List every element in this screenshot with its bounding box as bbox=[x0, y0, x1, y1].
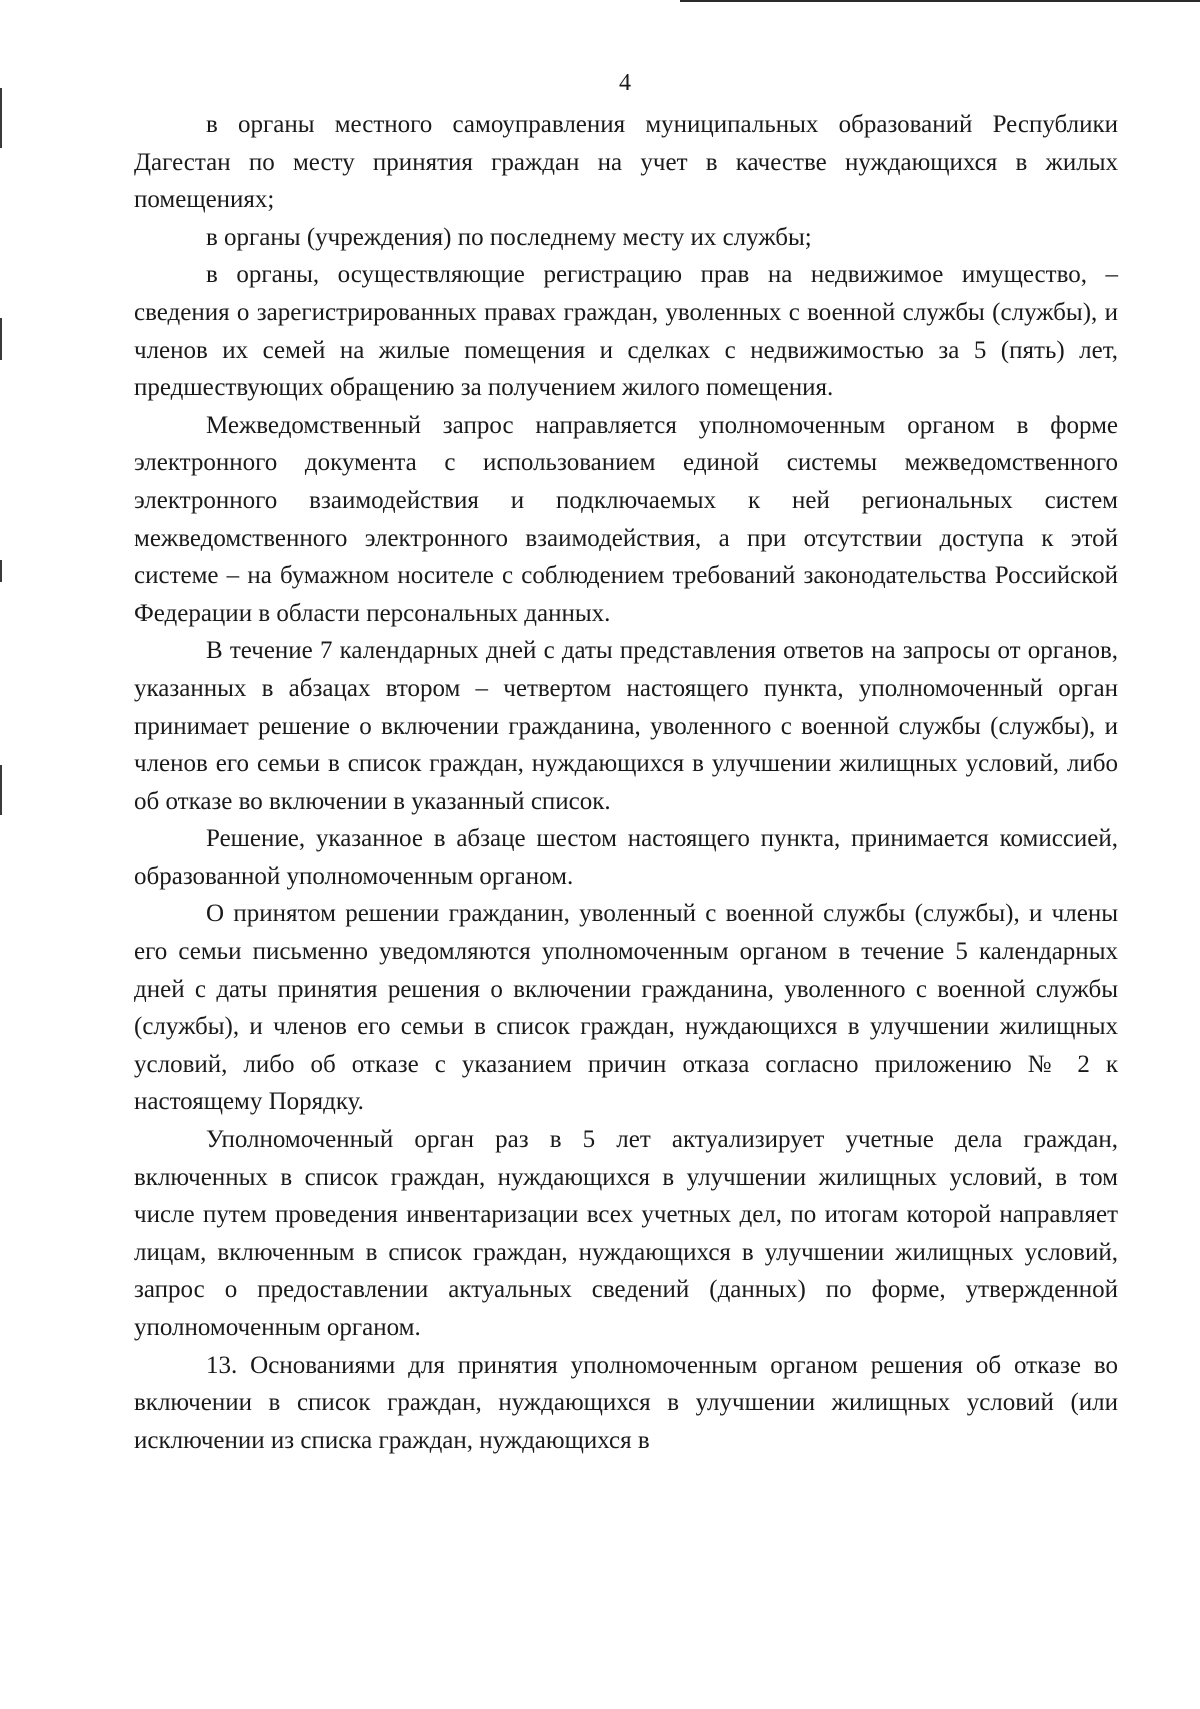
scan-edge-top bbox=[680, 0, 1200, 2]
paragraph-interagency-request: Межведомственный запрос направляется уполномоченным органом в форме электронного документа с использованием единой системы межведомственного электронного взаимодействия и подключаемых к ней региональных систем межведомственного электронного взаимодействия, а при отсутствии доступа к этой системе – на бумажном носителе с соблюдением требований законодательства Российской Федерации в области персональных данных. bbox=[134, 411, 1118, 627]
page-number: 4 bbox=[619, 70, 631, 96]
paragraph-decision-deadline: В течение 7 календарных дней с даты представления ответов на запросы от органов, указанных в абзацах втором – четвертом настоящего пункта, уполномоченный орган принимает решение о включении гражданина, уволенного с военной службы (службы), и членов его семьи в список граждан, нуждающихся в улучшении жилищных условий, либо об отказе во включении в указанный список. bbox=[134, 637, 1118, 815]
scan-edge-left bbox=[0, 318, 2, 360]
paragraph-recipient-property-registration: в органы, осуществляющие регистрацию прав на недвижимое имущество, – сведения о зарегистрированных правах граждан, уволенных с военной службы (службы), и членов их семей на жилые помещения и сделках с недвижимостью за 5 (пять) лет, предшествующих обращению за получением жилого помещения. bbox=[134, 261, 1118, 402]
paragraph-refusal-grounds: 13. Основаниями для принятия уполномоченным органом решения об отказе во включении в список граждан, нуждающихся в улучшении жилищных условий (или исключении из списка граждан, нуждающихся в bbox=[134, 1351, 1118, 1454]
paragraph-file-update: Уполномоченный орган раз в 5 лет актуализирует учетные дела граждан, включенных в список граждан, нуждающихся в улучшении жилищных условий, в том числе путем проведения инвентаризации всех учетных дел, по итогам которой направляет лицам, включенным в список граждан, нуждающихся в улучшении жилищных условий, запрос о предоставлении актуальных сведений (данных) по форме, утвержденной уполномоченным органом. bbox=[134, 1126, 1118, 1341]
paragraph-recipient-service-place: в органы (учреждения) по последнему месту их службы; bbox=[206, 223, 812, 251]
scan-edge-left bbox=[0, 765, 2, 815]
paragraph-commission-decision: Решение, указанное в абзаце шестом настоящего пункта, принимается комиссией, образованной уполномоченным органом. bbox=[134, 825, 1118, 890]
paragraph-notification: О принятом решении гражданин, уволенный с военной службы (службы), и члены его семьи письменно уведомляются уполномоченным органом в течение 5 календарных дней с даты принятия решения о включении гражданина, уволенного с военной службы (службы), и членов его семьи в список граждан, нуждающихся в улучшении жилищных условий, либо об отказе с указанием причин отказа согласно приложению № 2 к настоящему Порядку. bbox=[134, 900, 1118, 1116]
scan-edge-left bbox=[0, 88, 2, 148]
document-body bbox=[134, 106, 1118, 1459]
paragraph-recipient-local-government: в органы местного самоуправления муниципальных образований Республики Дагестан по месту принятия граждан на учет в качестве нуждающихся в жилых помещениях; bbox=[134, 111, 1118, 214]
scan-edge-left bbox=[0, 560, 2, 582]
